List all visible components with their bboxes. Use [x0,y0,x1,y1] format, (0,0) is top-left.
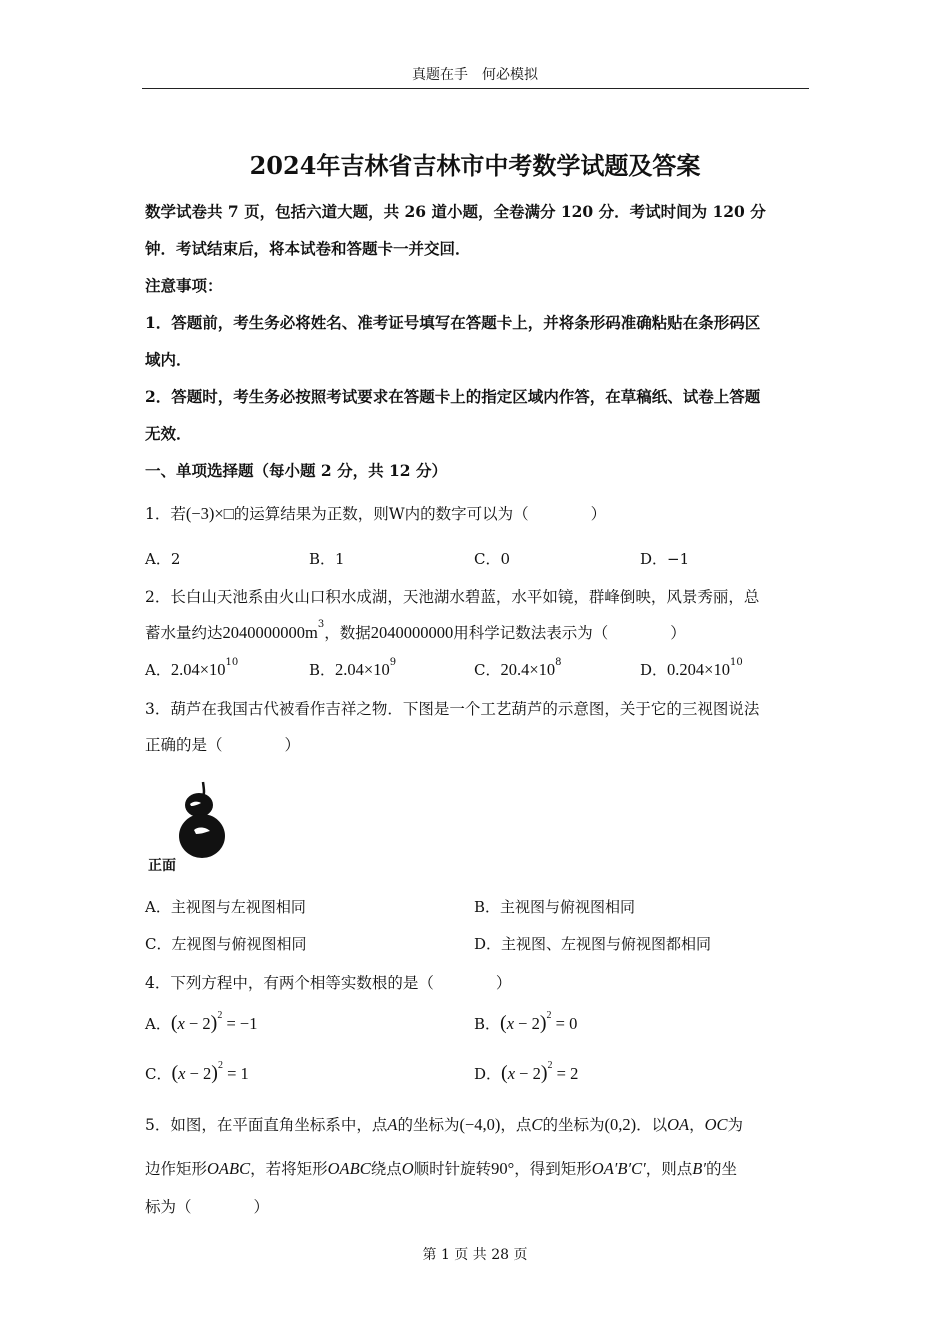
q2-option-b-base: 2.04×10 [335,660,390,679]
q5-text-1: 5．如图，在平面直角坐标系中，点 [145,1116,388,1134]
q1-expression: (−3)×□ [185,504,234,523]
q5-seg-oa: OA [667,1115,690,1134]
note-2-line-1: 2．答题时，考生务必按照考试要求在答题卡上的指定区域内作答，在草稿纸、试卷上答题 [145,387,761,406]
q4-option-b: B．$(x - 2)^2 = 0$ [474,1010,578,1034]
q2-text-b: ，数据 [324,624,371,642]
q5-text-5: ．以 [636,1116,668,1134]
q2-option-c [474,659,562,680]
q2-option-a-label: A． [145,661,171,679]
q2-text-c: 用科学记数法表示为（ ） [453,624,686,642]
q5-text-4: 的坐标为 [542,1116,605,1134]
q2-line-2 [145,621,686,643]
q4-b-rhs: = 0 [555,1014,578,1033]
front-view-label: 正面 [148,858,176,874]
q4-d-rhs: = 2 [556,1064,579,1083]
q4-a-var: x [177,1014,185,1033]
q2-option-b-label: B． [309,661,336,679]
q4-b-exp: 2 [546,1010,552,1021]
q2-text-a: 蓄水量约达 [145,624,223,642]
q4-d-var: x [507,1064,516,1083]
q2-option-a [145,659,238,680]
intro-line-2: 钟．考试结束后，将本试卷和答题卡一并交回． [145,239,471,258]
q2-option-a-exp: 10 [225,657,239,668]
q3-option-d: D．主视图、左视图与俯视图都相同 [474,935,712,953]
q4-c-var: x [178,1064,186,1083]
header-divider [142,88,809,89]
q4-option-b-label: B． [474,1015,501,1033]
intro-line-1: 数学试卷共 7 页，包括六道大题，共 26 道小题，全卷满分 120 分．考试时间为 120 分 [145,202,766,221]
q5-angle: 90° [491,1159,515,1178]
q2-option-a-base: 2.04×10 [170,660,226,679]
page-title: 2024年吉林省吉林市中考数学试题及答案 [249,151,701,180]
q5-text-2: 的坐标为 [397,1116,460,1134]
q5-seg-oc: OC [704,1115,728,1134]
q5-text-9: ，若将矩形 [250,1160,328,1178]
q5-point-o: O [401,1159,414,1178]
q1-option-d: D．−1 [640,550,690,568]
q5-text-8: 边作矩形 [145,1160,208,1178]
note-1-line-1: 1．答题前，考生务必将姓名、准考证号填写在答题卡上，并将条形码准确粘贴在条形码区 [145,313,761,332]
q2-line-1: 2．长白山天池系由火山口积水成湖，天池湖水碧蓝，水平如镜，群峰倒映，风景秀丽，总 [145,588,760,606]
q4-option-d: D．$(x - 2)^2 = 2$ [474,1060,579,1084]
q4-c-rest: − 2 [185,1064,212,1083]
q4-d-rest: − 2 [515,1064,541,1083]
q4-option-a-label: A． [145,1015,171,1033]
q3-option-a: A．主视图与左视图相同 [145,898,306,916]
q5-coord-a: (−4,0) [459,1115,501,1134]
q4-c-exp: 2 [217,1060,223,1071]
q5-line-2 [145,1157,737,1179]
q2-option-d [640,659,743,680]
question-1 [145,502,606,524]
q5-text-3: ，点 [500,1116,532,1134]
page-footer: 第 1 页 共 28 页 [422,1247,528,1263]
q2-option-c-base: 20.4×10 [500,660,556,679]
q5-text-11: 顺时针旋转 [413,1160,492,1178]
q4-a-rhs: = −1 [226,1014,258,1033]
q4-a-rest: − 2 [184,1014,211,1033]
q5-point-a: A [387,1115,398,1134]
q4-c-rhs: = 1 [227,1064,249,1083]
q2-option-c-exp: 8 [555,657,562,668]
q4-option-a: A．$(x - 2)^2 = -1$ [145,1010,258,1034]
q4-a-exp: 2 [217,1010,223,1021]
q1-option-c: C．0 [474,550,511,568]
q3-option-b: B．主视图与俯视图相同 [474,898,636,916]
q5-coord-c: (0,2) [604,1115,637,1134]
q5-rect-1: OABC [207,1159,251,1178]
q2-option-d-base: 0.204×10 [667,660,730,679]
section-heading: 一、单项选择题（每小题 2 分，共 12 分） [145,461,447,480]
q5-text-6: ， [689,1116,705,1134]
q5-rect-rotated: OA′B′C′ [591,1159,646,1178]
q2-volume: 2040000000m [222,623,318,642]
q5-text-14: 的坐 [705,1160,737,1178]
page-header: 真题在手 何必模拟 [412,67,538,83]
q5-text-10: 绕点 [370,1160,402,1178]
q4-option-d-label: D． [474,1065,502,1083]
q5-rect-2: OABC [327,1159,371,1178]
q1-prefix: 1．若 [145,505,186,523]
q4-line: 4．下列方程中，有两个相等实数根的是（ ） [145,974,512,992]
q4-option-c-label: C． [145,1065,172,1083]
q2-option-b-exp: 9 [389,657,397,668]
q5-line-1 [145,1113,743,1135]
q4-b-var: x [506,1014,515,1033]
gourd-icon [146,778,236,874]
q4-d-exp: 2 [547,1060,553,1071]
q1-option-b: B．1 [309,550,345,568]
q5-text-7: 为 [727,1116,744,1134]
note-2-line-2: 无效． [145,424,192,443]
q1-option-a: A．2 [145,550,181,568]
q2-volume-exp: 3 [317,619,325,630]
q2-number: 2040000000 [370,623,454,642]
gourd-figure [146,778,236,874]
note-1-line-2: 域内． [145,350,192,369]
q4-option-c: C．$(x - 2)^2 = 1$ [145,1060,249,1084]
q3-option-c: C．左视图与俯视图相同 [145,935,307,953]
q4-b-rest: − 2 [514,1014,540,1033]
q3-line-1: 3．葫芦在我国古代被看作吉祥之物．下图是一个工艺葫芦的示意图，关于它的三视图说法 [145,700,760,718]
q3-line-2: 正确的是（ ） [145,736,301,754]
q2-option-d-exp: 10 [729,657,743,668]
q2-option-c-label: C． [474,661,501,679]
q5-line-3: 标为（ ） [145,1198,270,1216]
q5-point-b-prime: B′ [692,1159,706,1178]
q2-option-b [309,659,396,680]
notice-heading: 注意事项： [145,276,223,295]
q5-text-12: ，得到矩形 [514,1160,592,1178]
q2-option-d-label: D． [640,661,668,679]
q1-text: 的运算结果为正数，则W内的数字可以为（ ） [233,505,607,523]
q5-text-13: ，则点 [645,1160,693,1178]
q5-point-c: C [531,1115,543,1134]
